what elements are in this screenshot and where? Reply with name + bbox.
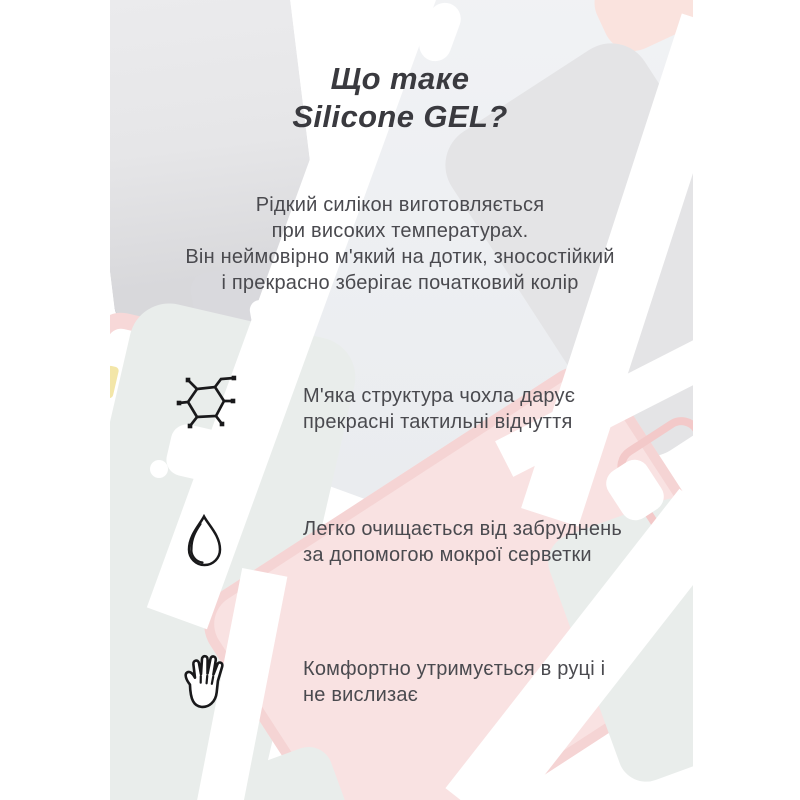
intro-line: при високих температурах. bbox=[271, 220, 529, 242]
intro-line: і прекрасно зберігає початковий колір bbox=[221, 272, 579, 294]
waterdrop-icon bbox=[171, 513, 237, 571]
feature-line: Легко очищається від забруднень bbox=[303, 518, 623, 540]
feature-text-soft-structure bbox=[303, 383, 683, 435]
intro-line: Рідкий силікон виготовляється bbox=[255, 194, 545, 216]
feature-line: Комфортно утримується в руці і bbox=[303, 658, 606, 680]
molecule-icon bbox=[171, 374, 237, 436]
feature-text-grip bbox=[303, 656, 683, 708]
intro-line: Він неймовірно м'який на дотик, зносостійкий bbox=[185, 246, 615, 268]
feature-text-easy-clean bbox=[303, 516, 683, 568]
feature-line: не вислизає bbox=[303, 684, 419, 706]
feature-line: за допомогою мокрої серветки bbox=[303, 544, 592, 566]
feature-line: М'яка структура чохла дарує bbox=[303, 385, 576, 407]
intro-paragraph bbox=[0, 192, 800, 296]
page-title bbox=[0, 60, 800, 136]
title-line-1: Що таке bbox=[330, 61, 470, 96]
title-line-2: Silicone GEL? bbox=[292, 99, 508, 134]
hand-icon bbox=[171, 650, 237, 710]
feature-line: прекрасні тактильні відчуття bbox=[303, 411, 573, 433]
